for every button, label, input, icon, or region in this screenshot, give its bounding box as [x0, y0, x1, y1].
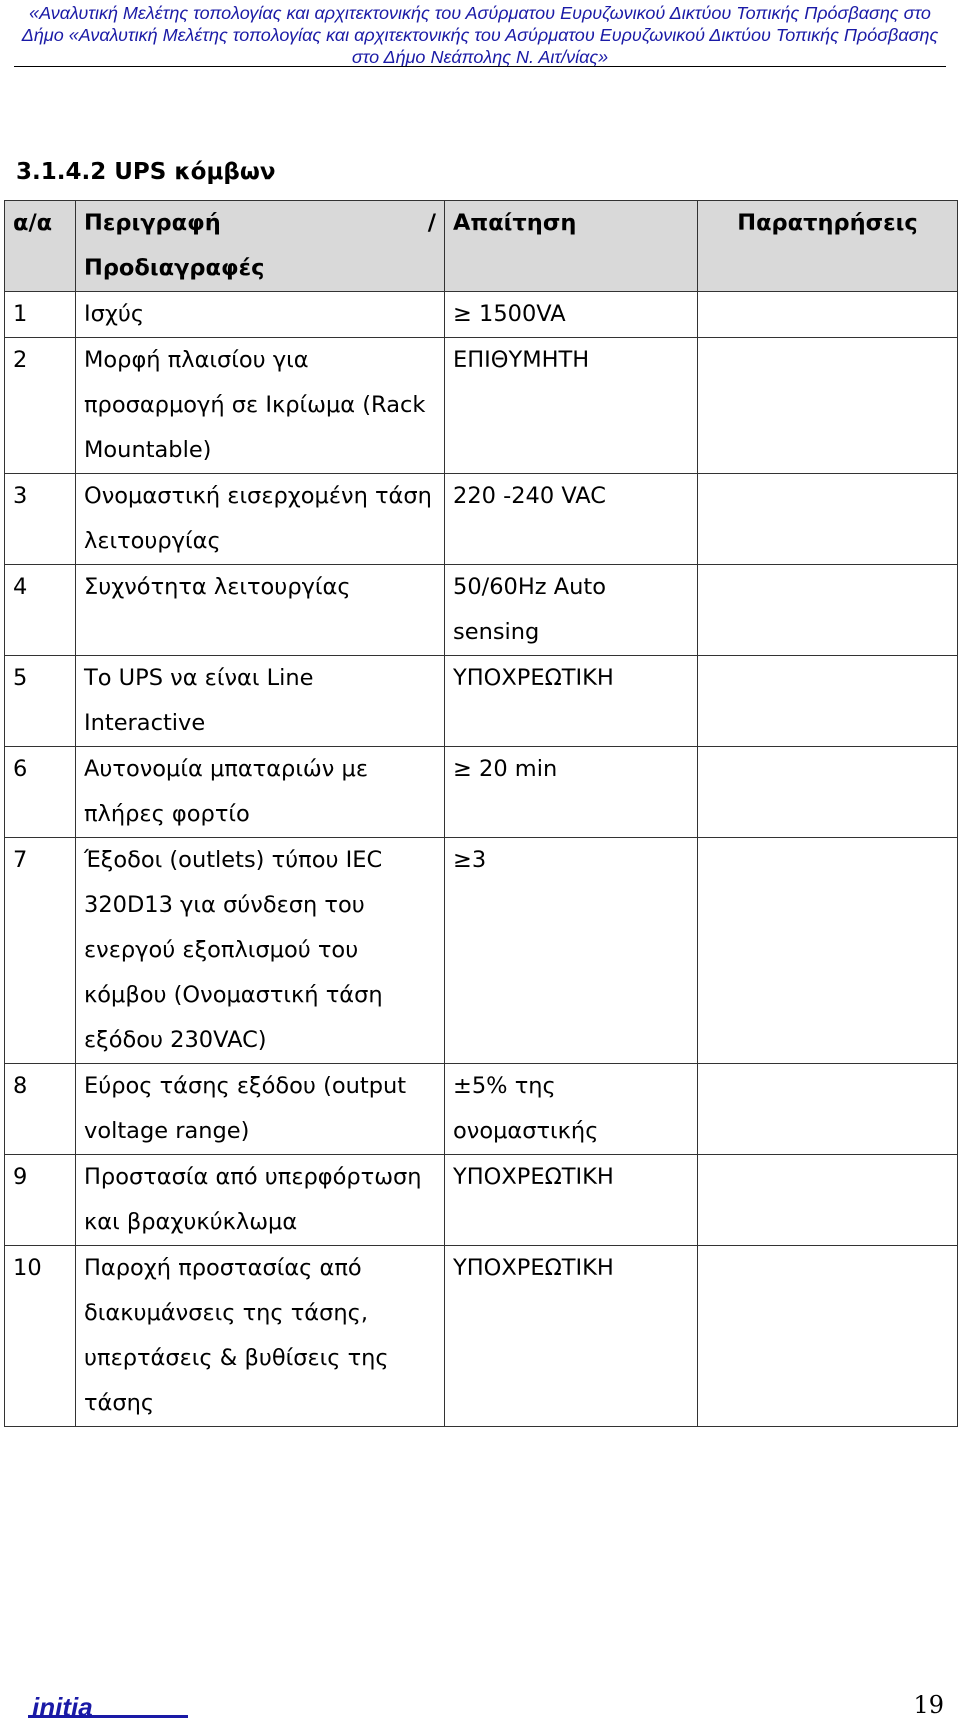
- table-row: [5, 838, 958, 1064]
- row-notes: [698, 747, 958, 838]
- table-body: [5, 292, 958, 1427]
- row-number: 7: [5, 838, 76, 1064]
- row-requirement: ΥΠΟΧΡΕΩΤΙΚΗ: [445, 656, 698, 747]
- row-notes: [698, 1246, 958, 1427]
- row-number: 6: [5, 747, 76, 838]
- row-requirement: ΕΠΙΘΥΜΗΤΗ: [445, 338, 698, 474]
- row-description: Ονομαστική εισερχομένη τάση λειτουργίας: [76, 474, 445, 565]
- row-description: Παροχή προστασίας από διακυμάνσεις της τάσης, υπερτάσεις & βυθίσεις της τάσης: [76, 1246, 445, 1427]
- header-line-2: Δήμο «Αναλυτική Μελέτης τοπολογίας και αρχιτεκτονικής του Ασύρματου Ευρυζωνικού Δικτύου Τοπικής Πρόσβασης: [21, 25, 939, 45]
- row-number: 8: [5, 1064, 76, 1155]
- row-description: Αυτονομία μπαταριών με πλήρες φορτίο: [76, 747, 445, 838]
- table-row: [5, 1246, 958, 1427]
- table-row: [5, 1155, 958, 1246]
- row-requirement: ±5% της ονομαστικής: [445, 1064, 698, 1155]
- row-requirement: ΥΠΟΧΡΕΩΤΙΚΗ: [445, 1155, 698, 1246]
- row-number: 4: [5, 565, 76, 656]
- row-notes: [698, 1155, 958, 1246]
- row-number: 5: [5, 656, 76, 747]
- row-number: 3: [5, 474, 76, 565]
- table-row: [5, 747, 958, 838]
- row-description: Συχνότητα λειτουργίας: [76, 565, 445, 656]
- section-title: 3.1.4.2 UPS κόμβων: [16, 159, 276, 185]
- row-description: Ισχύς: [76, 292, 445, 338]
- header-description: Περιγραφή / Προδιαγραφές: [76, 201, 445, 292]
- table-row: [5, 474, 958, 565]
- ups-spec-table: [4, 200, 958, 1427]
- row-number: 9: [5, 1155, 76, 1246]
- header-divider: [14, 66, 946, 67]
- row-number: 2: [5, 338, 76, 474]
- row-number: 10: [5, 1246, 76, 1427]
- header-line-1: «Αναλυτική Μελέτης τοπολογίας και αρχιτεκτονικής του Ασύρματου Ευρυζωνικού Δικτύου Τοπικής Πρόσβασης στο: [29, 3, 931, 23]
- row-description: Έξοδοι (outlets) τύπου IEC 320D13 για σύνδεση του ενεργού εξοπλισμού του κόμβου (Ονομαστική τάση εξόδου 230VAC): [76, 838, 445, 1064]
- row-description: Το UPS να είναι Line Interactive: [76, 656, 445, 747]
- table-row: [5, 338, 958, 474]
- row-description: Μορφή πλαισίου για προσαρμογή σε Ικρίωμα (Rack Mountable): [76, 338, 445, 474]
- row-requirement: 50/60Hz Auto sensing: [445, 565, 698, 656]
- table-row: [5, 1064, 958, 1155]
- svg-text:initia: initia: [32, 1695, 93, 1721]
- header-num: α/α: [5, 201, 76, 292]
- page-header: [0, 0, 960, 68]
- row-requirement: ≥3: [445, 838, 698, 1064]
- row-requirement: 220 -240 VAC: [445, 474, 698, 565]
- header-requirement: Απαίτηση: [445, 201, 698, 292]
- table-row: [5, 292, 958, 338]
- row-requirement: ≥ 20 min: [445, 747, 698, 838]
- row-number: 1: [5, 292, 76, 338]
- header-line-3: στο Δήμο Νεάπολης Ν. Αιτ/νίας»: [351, 47, 609, 67]
- row-notes: [698, 565, 958, 656]
- table-header-row: [5, 201, 958, 292]
- row-notes: [698, 338, 958, 474]
- initia-logo: [28, 1695, 188, 1721]
- header-description-label: Περιγραφή: [84, 210, 221, 236]
- row-notes: [698, 474, 958, 565]
- page-number: 19: [913, 1691, 944, 1719]
- row-notes: [698, 1064, 958, 1155]
- header-notes: Παρατηρήσεις: [698, 201, 958, 292]
- row-notes: [698, 292, 958, 338]
- row-notes: [698, 838, 958, 1064]
- row-description: Εύρος τάσης εξόδου (output voltage range): [76, 1064, 445, 1155]
- row-description: Προστασία από υπερφόρτωση και βραχυκύκλωμα: [76, 1155, 445, 1246]
- table-row: [5, 565, 958, 656]
- row-requirement: ≥ 1500VA: [445, 292, 698, 338]
- row-requirement: ΥΠΟΧΡΕΩΤΙΚΗ: [445, 1246, 698, 1427]
- row-notes: [698, 656, 958, 747]
- table-row: [5, 656, 958, 747]
